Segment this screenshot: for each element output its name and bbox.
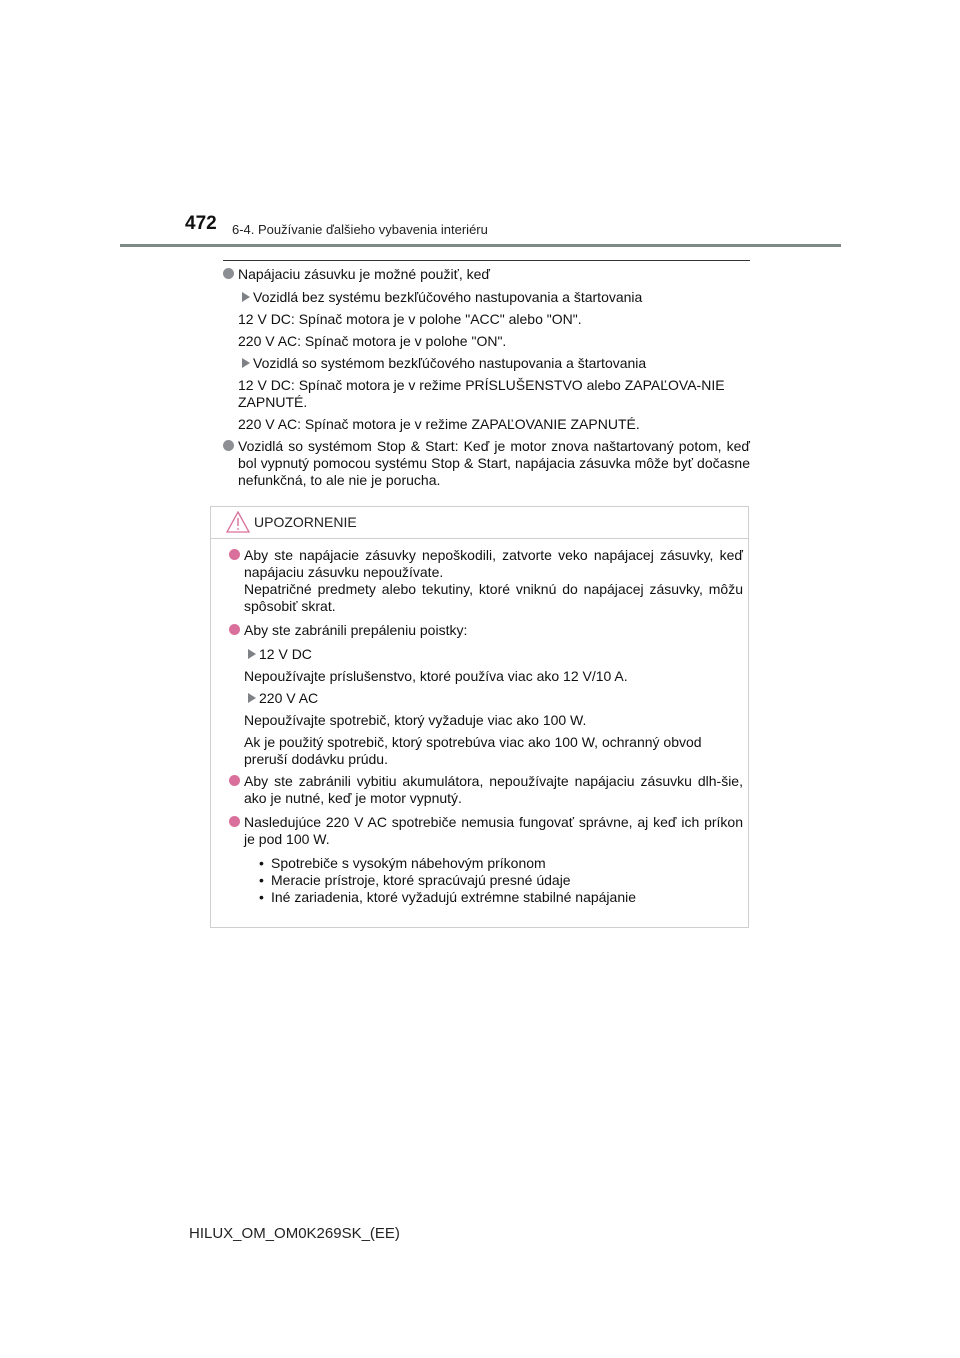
sub-heading — [223, 289, 750, 306]
warning-text: Nasledujúce 220 V AC spotrebiče nemusia fungovať správne, aj keď ich príkon je pod 100 W. — [244, 814, 743, 847]
device-list — [229, 855, 743, 906]
circle-bullet-icon — [229, 624, 240, 635]
note-item — [223, 438, 750, 489]
triangle-arrow-icon — [242, 358, 250, 368]
paragraph: 12 V DC: Spínač motora je v režime PRÍSLUŠENSTVO alebo ZAPAĽOVA-NIE ZAPNUTÉ. — [238, 377, 725, 410]
triangle-arrow-icon — [242, 292, 250, 302]
paragraph: 220 V AC: Spínač motora je v režime ZAPAĽOVANIE ZAPNUTÉ. — [238, 416, 640, 432]
warning-text: Aby ste napájacie zásuvky nepoškodili, zatvorte veko napájacej zásuvky, keď napájaciu zásuvku nepoužívate. — [244, 547, 743, 580]
sub-heading-text: Vozidlá so systémom bezkľúčového nastupovania a štartovania — [253, 355, 647, 371]
warning-box — [210, 506, 749, 928]
circle-bullet-icon — [229, 816, 240, 827]
circle-bullet-icon — [229, 775, 240, 786]
circle-bullet-icon — [229, 549, 240, 560]
paragraph: Nepoužívajte spotrebič, ktorý vyžaduje viac ako 100 W. — [244, 712, 587, 728]
list-item: • Meracie prístroje, ktoré spracúvajú presné údaje — [259, 872, 743, 889]
warning-text: Aby ste zabránili prepáleniu poistky: — [244, 622, 468, 638]
paragraph: Nepoužívajte príslušenstvo, ktoré používa viac ako 12 V/10 A. — [244, 668, 628, 684]
warning-body — [229, 547, 743, 906]
warning-item — [229, 622, 743, 639]
list-item: • Spotrebiče s vysokým nábehovým príkonom — [259, 855, 743, 872]
circle-bullet-icon — [223, 268, 234, 279]
circle-bullet-icon — [223, 440, 234, 451]
paragraph: 220 V AC: Spínač motora je v polohe "ON". — [238, 333, 507, 349]
section-title: 6-4. Používanie ďalšieho vybavenia interiéru — [232, 222, 488, 237]
triangle-arrow-icon — [248, 649, 256, 659]
sub-heading-text: 12 V DC — [259, 646, 312, 662]
warning-item — [229, 773, 743, 807]
warning-title: UPOZORNENIE — [254, 514, 357, 530]
list-item: • Iné zariadenia, ktoré vyžadujú extrémne stabilné napájanie — [259, 889, 743, 906]
note-item — [223, 266, 750, 283]
warning-header — [211, 507, 748, 539]
page-header — [0, 0, 960, 250]
warning-text: Aby ste zabránili vybitiu akumulátora, nepoužívajte napájaciu zásuvku dlh-šie, ako je nutné, keď je motor vypnutý. — [244, 773, 743, 806]
header-divider — [120, 244, 841, 247]
document-code: HILUX_OM_OM0K269SK_(EE) — [189, 1225, 400, 1242]
sub-heading — [223, 355, 750, 372]
warning-text: Nepatričné predmety alebo tekutiny, ktoré vniknú do napájacej zásuvky, môžu spôsobiť skrat. — [244, 581, 743, 614]
notes-section — [223, 266, 750, 495]
sub-heading — [229, 646, 743, 663]
paragraph: 12 V DC: Spínač motora je v polohe "ACC" alebo "ON". — [238, 311, 582, 327]
note-text: Vozidlá so systémom Stop & Start: Keď je motor znova naštartovaný potom, keď bol vypnutý pomocou systému Stop & Start, napájacia zásuvka môže byť dočasne nefunkčná, to ale nie je porucha. — [238, 438, 750, 488]
sub-heading-text: 220 V AC — [259, 690, 319, 706]
warning-item — [229, 547, 743, 615]
sub-heading — [229, 690, 743, 707]
paragraph: Ak je použitý spotrebič, ktorý spotrebúva viac ako 100 W, ochranný obvod preruší dodávku prúdu. — [244, 734, 702, 767]
sub-heading-text: Vozidlá bez systému bezkľúčového nastupovania a štartovania — [253, 289, 643, 305]
note-title: Napájaciu zásuvku je možné použiť, keď — [238, 266, 490, 282]
warning-triangle-icon — [226, 511, 250, 533]
page-number: 472 — [185, 213, 217, 234]
warning-item — [229, 814, 743, 848]
triangle-arrow-icon — [248, 693, 256, 703]
content-divider — [223, 260, 750, 261]
